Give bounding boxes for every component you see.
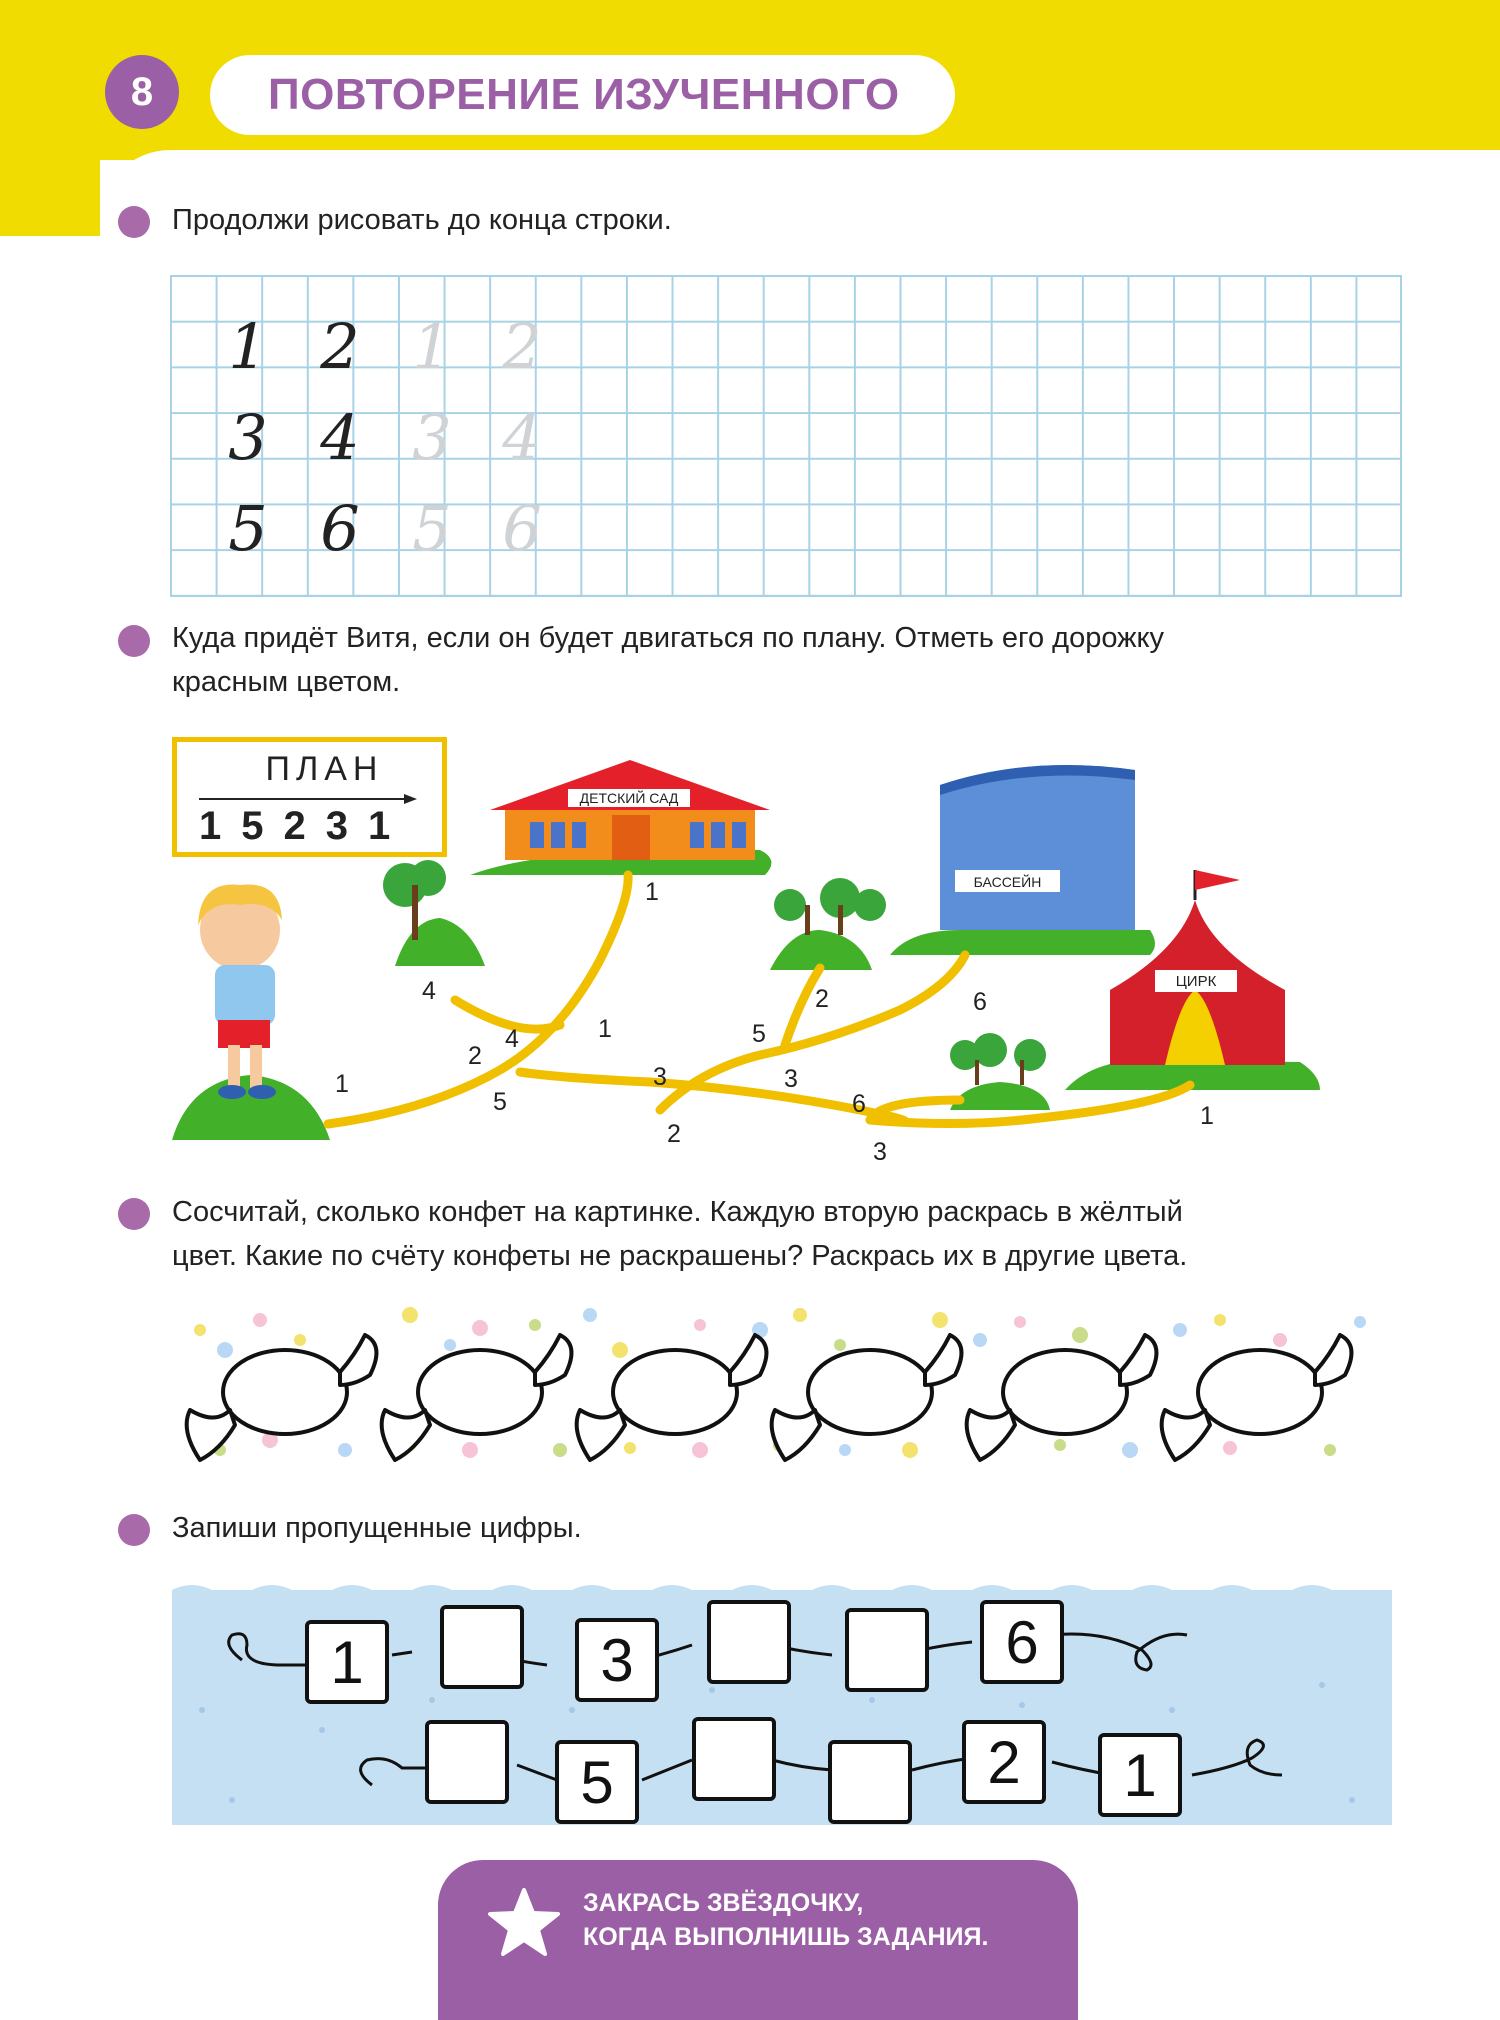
task2-instruction-line1: Куда придёт Витя, если он будет двигаться по плану. Отметь его дорожку [172,622,1165,654]
number-box[interactable]: 3 [575,1618,659,1702]
candy [187,1335,377,1460]
candy-row[interactable] [180,1300,1400,1480]
task2-instruction-line2: красным цветом. [172,666,401,698]
path-number: 1 [1200,1102,1214,1130]
circus-tent [1110,870,1285,1065]
path-number: 1 [335,1070,349,1098]
tree-island-small [950,1082,1050,1110]
digit-trace: 1 [412,310,452,383]
candy [772,1335,962,1460]
kindergarten-building [490,760,770,860]
number-box-empty[interactable] [845,1608,929,1692]
star-icon[interactable] [488,1886,560,1958]
number-box[interactable]: 6 [980,1600,1064,1684]
number-box[interactable]: 1 [1098,1733,1182,1817]
path-number: 2 [667,1120,681,1148]
path-number: 1 [645,878,659,906]
footer-text [583,1886,988,1954]
header-tab [0,160,100,236]
task-bullet [118,206,150,238]
path-number: 3 [784,1065,798,1093]
path-number: 6 [852,1090,866,1118]
number-box-empty[interactable] [828,1740,912,1824]
digit-trace: 3 [412,401,452,474]
number-box[interactable]: 2 [962,1720,1046,1804]
digit-written: 5 [228,492,268,565]
page-title: ПОВТОРЕНИЕ ИЗУЧЕННОГО [268,70,900,119]
plan-title: ПЛАН [265,750,384,788]
footer-panel [438,1860,1078,2020]
number-box-empty[interactable] [440,1605,524,1689]
digit-written: 1 [228,310,268,383]
digit-trace: 6 [502,492,542,565]
candy [577,1335,767,1460]
task3-instruction-line2: цвет. Какие по счёту конфеты не раскрашены? Раскрась их в другие цвета. [172,1240,1188,1272]
plan-sequence: 15231 [199,804,411,848]
circus-sign: ЦИРК [1175,973,1217,990]
path-number: 5 [493,1088,507,1116]
digit-written: 3 [228,401,268,474]
path-number: 3 [873,1138,887,1166]
task1-instruction: Продолжи рисовать до конца строки. [172,204,672,236]
candies [187,1335,1352,1460]
page-number: 8 [105,55,179,129]
number-box-empty[interactable] [425,1720,509,1804]
pool-island [890,930,1155,955]
candy [382,1335,572,1460]
task3-instruction-line1: Сосчитай, сколько конфет на картинке. Каждую вторую раскрась в жёлтый [172,1196,1183,1228]
digit-trace: 5 [412,492,452,565]
path-number: 4 [505,1025,519,1053]
digit-trace: 4 [502,401,542,474]
pool-building [940,765,1135,930]
number-box[interactable]: 1 [305,1620,389,1704]
candy [1162,1335,1352,1460]
number-box-empty[interactable] [692,1717,776,1801]
route-map[interactable] [160,730,1340,1170]
path-number: 2 [468,1042,482,1070]
task-bullet [118,1198,150,1230]
path-number: 6 [973,988,987,1016]
task-bullet [118,625,150,657]
task-bullet [118,1514,150,1546]
path-number: 1 [598,1015,612,1043]
digit-trace: 2 [502,310,542,383]
path-number: 3 [653,1063,667,1091]
boy-vitya [198,884,282,1099]
digit-written: 6 [320,492,360,565]
digit-written: 4 [320,401,360,474]
path-number: 5 [752,1020,766,1048]
path-number: 4 [422,977,436,1005]
digit-written: 2 [320,310,360,383]
tree-island-left [395,918,485,966]
task4-instruction: Запиши пропущенные цифры. [172,1512,582,1544]
number-box[interactable]: 5 [555,1740,639,1824]
kindergarten-sign: ДЕТСКИЙ САД [579,790,679,806]
number-box-empty[interactable] [707,1600,791,1684]
pool-sign: БАССЕЙН [973,874,1042,890]
footer-line2: КОГДА ВЫПОЛНИШЬ ЗАДАНИЯ. [583,1923,989,1951]
footer-line1: ЗАКРАСЬ ЗВЁЗДОЧКУ, [583,1889,864,1917]
title-pill [210,55,955,135]
path-number: 2 [815,985,829,1013]
